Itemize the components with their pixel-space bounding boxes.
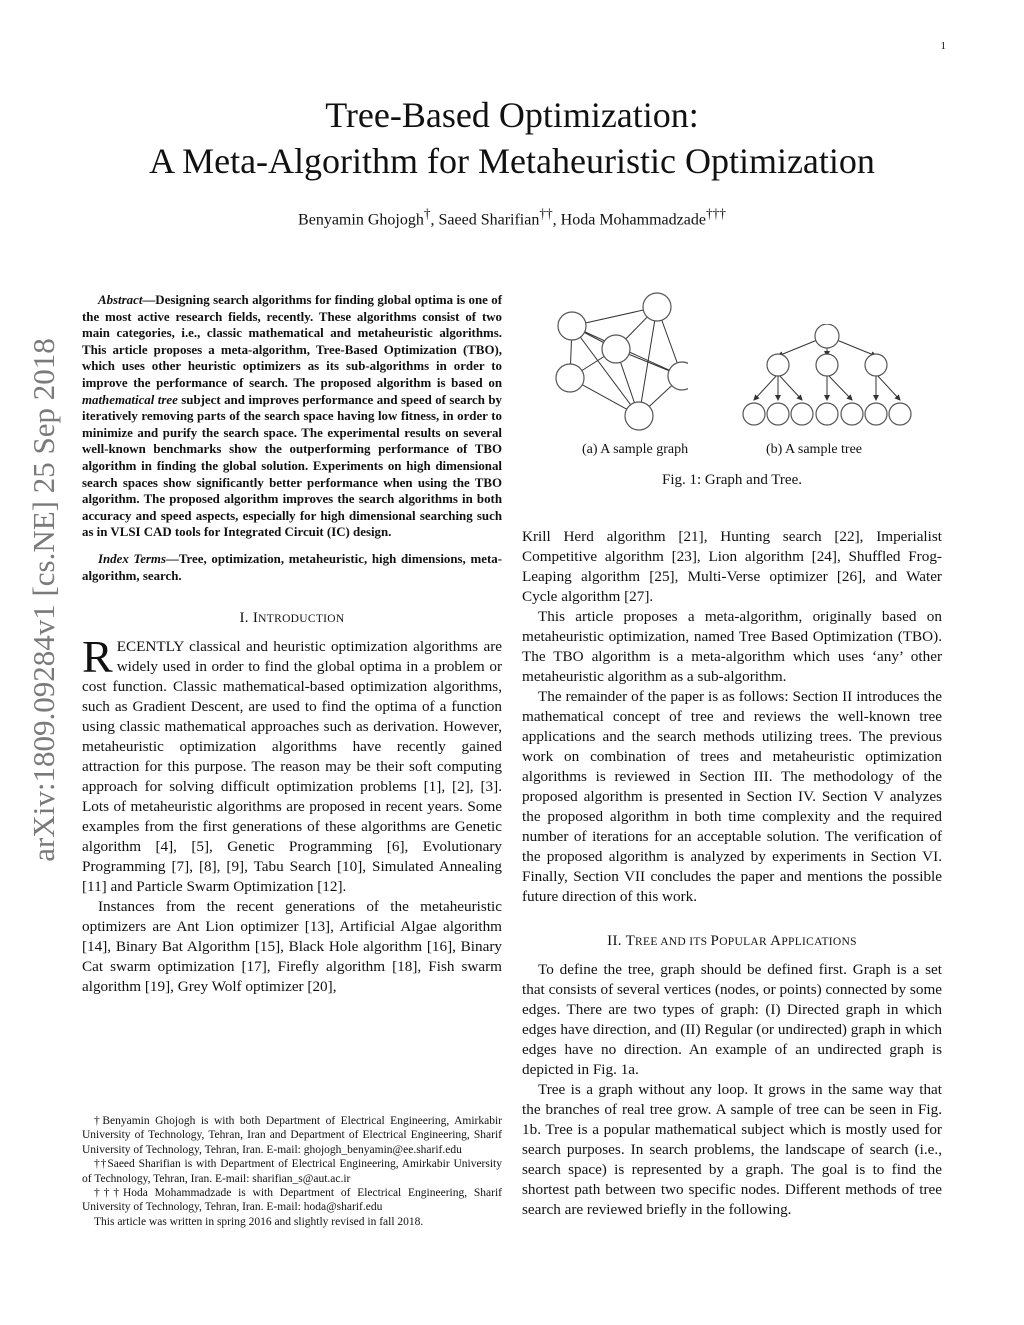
- page-number: 1: [940, 40, 946, 52]
- author-mark: †††: [705, 206, 726, 221]
- tree-node: [767, 354, 789, 376]
- right-column: [522, 292, 942, 1220]
- sample-tree-figure: [740, 324, 914, 436]
- drop-cap: R: [82, 637, 113, 683]
- author-name: Saeed Sharifian: [438, 211, 540, 229]
- graph-node: [602, 335, 630, 363]
- intro-paragraph: Krill Herd algorithm [21], Hunting search [22], Imperialist Competitive algorithm [23], Lion algorithm [24], Shuffled Frog-Leaping algorithm [25], Multi-Verse optimizer [26], and Water Cycle algorithm [27].: [522, 528, 942, 605]
- tree-node: [841, 403, 863, 425]
- footnote: This article was written in spring 2016 and slightly revised in fall 2018.: [94, 1215, 424, 1228]
- figure-subcaption-b: (b) A sample tree: [766, 442, 863, 457]
- author-separator: ,: [552, 211, 561, 229]
- author-mark: †: [423, 206, 431, 221]
- tree-node: [815, 324, 839, 348]
- section-heading-introduction: I. INTRODUCTION: [239, 610, 345, 627]
- tree-node: [767, 403, 789, 425]
- title-line-2: A Meta-Algorithm for Metaheuristic Optimization: [149, 141, 875, 181]
- footnote: ††Saeed Sharifian is with Department of Electrical Engineering, Amirkabir University of Technology, Tehran, Iran. E-mail: sharifian_s@aut.ac.ir: [82, 1158, 502, 1185]
- section-heading-tree: II. TREE AND ITS POPULAR APPLICATIONS: [607, 933, 857, 949]
- sample-graph-figure: [554, 292, 688, 442]
- author-separator: ,: [430, 211, 439, 229]
- title-line-1: Tree-Based Optimization:: [325, 95, 699, 135]
- figure-1: [522, 292, 942, 517]
- intro-paragraph: This article proposes a meta-algorithm, originally based on metaheuristic optimization, named Tree Based Optimization (TBO). The TBO algorithm is a meta-algorithm which uses ‘any’ other metaheuristic algorithm as a sub-algorithm.: [522, 608, 942, 685]
- graph-node: [558, 312, 586, 340]
- section-paragraph: Tree is a graph without any loop. It grows in the same way that the branches of real tree grow. A sample of tree can be seen in Fig. 1b. Tree is a popular mathematical subject which is mostly used for search purposes. In search problems, the landscape of search (i.e., search space) is represented by a graph. The goal is to find the shortest path between two specific nodes. Different methods of tree search are reviewed briefly in the following.: [522, 1081, 942, 1218]
- author-mark: ††: [539, 206, 553, 221]
- graph-node: [625, 402, 653, 430]
- figure-subcaption-a: (a) A sample graph: [582, 442, 689, 457]
- index-terms-lead: Index Terms: [98, 551, 166, 566]
- figure-caption: Fig. 1: Graph and Tree.: [662, 472, 802, 488]
- tree-node: [889, 403, 911, 425]
- paper-title: [0, 92, 1024, 184]
- abstract-text: —Designing search algorithms for finding global optima is one of the most active research fields, recently. These algorithms consist of two main categories, i.e., classic mathematical and metaheuristic algorithms. This article proposes a meta-algorithm, Tree-Based Optimization (TBO), which uses other heuristic optimizers as its sub-algorithms in order to improve the performance of search. The proposed algorithm is based on: [82, 293, 502, 390]
- tree-node: [743, 403, 765, 425]
- arxiv-stamp: arXiv:1809.09284v1 [cs.NE] 25 Sep 2018: [26, 338, 61, 862]
- abstract-term: mathematical tree: [82, 392, 178, 407]
- graph-node: [556, 364, 584, 392]
- footnote: †Benyamin Ghojogh is with both Department of Electrical Engineering, Amirkabir University of Technology, Tehran, Iran and Department of Electrical Engineering, Sharif University of Technology, Tehran, Iran. E-mail: ghojogh_benyamin@ee.sharif.edu: [82, 1115, 502, 1156]
- tree-node: [865, 354, 887, 376]
- index-terms: [82, 551, 502, 584]
- author-name: Benyamin Ghojogh: [298, 211, 424, 229]
- abstract: [82, 292, 502, 541]
- section-paragraph: To define the tree, graph should be defined first. Graph is a set that consists of several vertices (nodes, or points) connected by some edges. There are two types of graph: (I) Directed graph in which edges have direction, and (II) Regular (or undirected) graph in which edges have no direction. An example of an undirected graph is depicted in Fig. 1a.: [522, 961, 942, 1078]
- right-column-text: [522, 527, 942, 1220]
- intro-paragraph: Instances from the recent generations of the metaheuristic optimizers are Ant Lion optimizer [13], Artificial Algae algorithm [14], Binary Bat Algorithm [15], Black Hole algorithm [16], Binary Cat swarm optimization [17], Firefly algorithm [18], Fish swarm algorithm [19], Grey Wolf optimizer [20],: [82, 898, 502, 996]
- author-list: [0, 206, 1024, 229]
- intro-paragraph: RECENTLY classical and heuristic optimization algorithms are widely used in order to find the global optima in a problem or cost function. Classic mathematical-based optimization algorithms, such as Gradient Descent, are used to find the optima of a function using classic mathematical approaches such as derivation. However, metaheuristic optimization algorithms have recently gained attraction for this purpose. The reason may be their soft computing approach for solving difficult optimization problems [1], [2], [3]. Lots of metaheuristic algorithms are proposed in recent years. Some examples from the first generations of these algorithms are Genetic algorithm [4], [5], Genetic Programming [6], Evolutionary Programming [7], [8], [9], Tabu Search [10], Simulated Annealing [11] and Particle Swarm Optimization [12].: [82, 637, 502, 896]
- footnote: †††Hoda Mohammadzade is with Department of Electrical Engineering, Sharif University of Technology, Tehran, Iran. E-mail: hoda@sharif.edu: [82, 1187, 502, 1214]
- tree-node: [816, 403, 838, 425]
- tree-node: [816, 354, 838, 376]
- left-column: [82, 292, 502, 997]
- abstract-lead: Abstract: [98, 293, 143, 307]
- abstract-text: subject and improves performance and speed of search by iteratively removing parts of the search space having low fitness, in order to minimize and purify the search space. The experimental results on several well-known benchmarks show the outperforming performance of TBO algorithm in finding the global solution. Experiments on high dimensional search spaces show significantly better performance when using the TBO algorithm. The proposed algorithm improves the search algorithms in both accuracy and speed aspects, especially for high dimensional searching such as in VLSI CAD tools for Integrated Circuit (IC) design.: [82, 392, 503, 540]
- index-terms-text: —Tree, optimization, metaheuristic, high dimensions, meta-algorithm, search.: [82, 551, 502, 583]
- intro-paragraph: The remainder of the paper is as follows: Section II introduces the mathematical concept of tree and reviews the well-known tree applications and the search methods utilizing trees. The previous work on combination of trees and metaheuristic optimization algorithms is reviewed in Section III. The methodology of the proposed algorithm is presented in Section IV. Section V analyzes the proposed algorithm in both time complexity and the required number of iterations for an acceptable solution. The verification of the proposed algorithm is analyzed by experiments in Section VI. Finally, Section VII concludes the paper and mentions the possible future direction of this work.: [522, 688, 942, 905]
- author-name: Hoda Mohammadzade: [560, 211, 706, 229]
- footnotes: [82, 1114, 502, 1229]
- graph-node: [643, 293, 671, 321]
- tree-node: [791, 403, 813, 425]
- tree-node: [865, 403, 887, 425]
